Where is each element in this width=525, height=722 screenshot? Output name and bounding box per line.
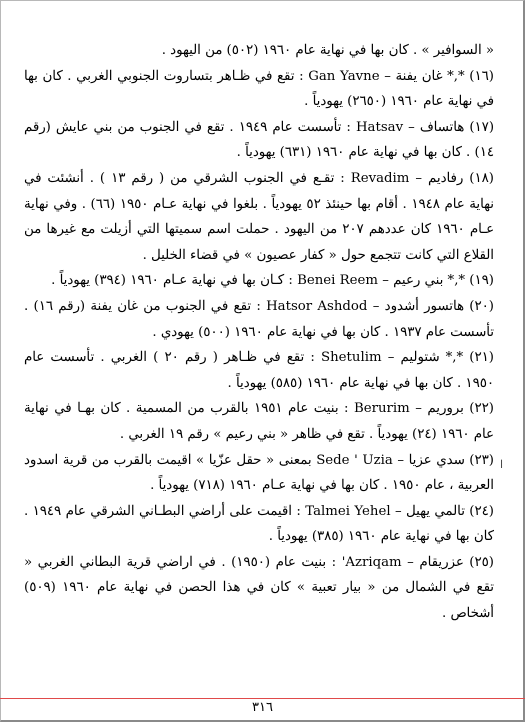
entry-24: (٢٤) تالمي يهيل – Talmei Yehel : اقيمت على أراضي البطـاني الشرقي عام ١٩٤٩ . كان بها في نهاية عام ١٩٦٠ (٣٨٥) يهودياً .	[24, 503, 494, 545]
entry-21: (٢١) *,* شتوليم – Shetulim : تقع في ظـاهر ( رقم ٢٠ ) الغربي . تأسست عام ١٩٥٠ . كان بها في نهاية عام ١٩٦٠ (٥٨٥) يهودياً .	[24, 350, 494, 391]
red-divider-line	[0, 698, 525, 699]
entry-20: (٢٠) هاتسور أشدود – Hatsor Ashdod : تقع في الجنوب من غان يفنة (رقم ١٦) . تأسست عام ١٩٣٧ . كان بها في نهاية عام ١٩٦٠ (٥٠٠) يهودي .	[24, 298, 494, 340]
page-number: ٣١٦	[252, 700, 273, 715]
entry-17: (١٧) هاتساف – Hatsav : تأسست عام ١٩٤٩ . تقع في الجنوب من بني عايش (رقم ١٤) . كان بها في نهاية عام ١٩٦٠ (٦٣١) يهودياً .	[24, 119, 494, 161]
entry-18: (١٨) رفاديم – Revadim : تقـع في الجنوب الشرقي من ( رقم ١٣ ) . أنشئت في نهاية عام ١٩٤٨ . أقام بها حينئذ ٥٢ يهودياً . بلغوا في نهاية عـام ١٩٥٠ (٦٦) . وفي نهاية عـام ١٩٦٠ كان عددهم ٢٠٧ من اليهود . حملت اسم سميتها التي أزيلت مع غيرها من القلاع التي كانت تتجمع حول « كفار عصيون » في قضاء الخليل .	[24, 170, 494, 263]
entry-22: (٢٢) بروريم – Berurim : بنيت عام ١٩٥١ بالقرب من المسمية . كان بهـا في نهاية عام ١٩٦٠ (٢٤) يهودياً . تقع في ظاهر « بني رعيم » رقم ١٩ الغربي .	[24, 401, 494, 442]
entry-25: (٢٥) عزريقام – Azriqam' : بنيت عام (١٩٥٠) . في اراضي قرية البطاني الغربي « تقع في الشمال من « بيار تعبية » كان في هذا الحصن في نهاية عام ١٩٦٠ (٥٠٩) أشخاص .	[24, 554, 494, 622]
document-page	[24, 38, 494, 683]
entry-23: (٢٣) سدي عزيا – Sede ' Uzia بمعنى « حقل عزّيا » اقيمت بالقرب من قرية اسدود العربية ، عام ١٩٥٠ . كان بها في نهاية عـام ١٩٦٠ (٧١٨) يهودياً .	[24, 452, 494, 494]
entry-16: (١٦) *,* غان يفنة – Gan Yavne : تقع في ظـاهر بتساروت الجنوبي الغربي . كان بها في نهاية عام ١٩٦٠ (٢٦٥٠) يهودياً .	[24, 68, 494, 110]
paragraph-continuation: « السوافير » . كان بها في نهاية عام ١٩٦٠ (٥٠٢) من اليهود .	[161, 43, 494, 58]
entry-19: (١٩) *,* بني رعيم – Benei Reem : كـان بها في نهاية عـام ١٩٦٠ (٣٩٤) يهودياً .	[51, 273, 494, 289]
margin-mark: ا	[500, 458, 504, 471]
